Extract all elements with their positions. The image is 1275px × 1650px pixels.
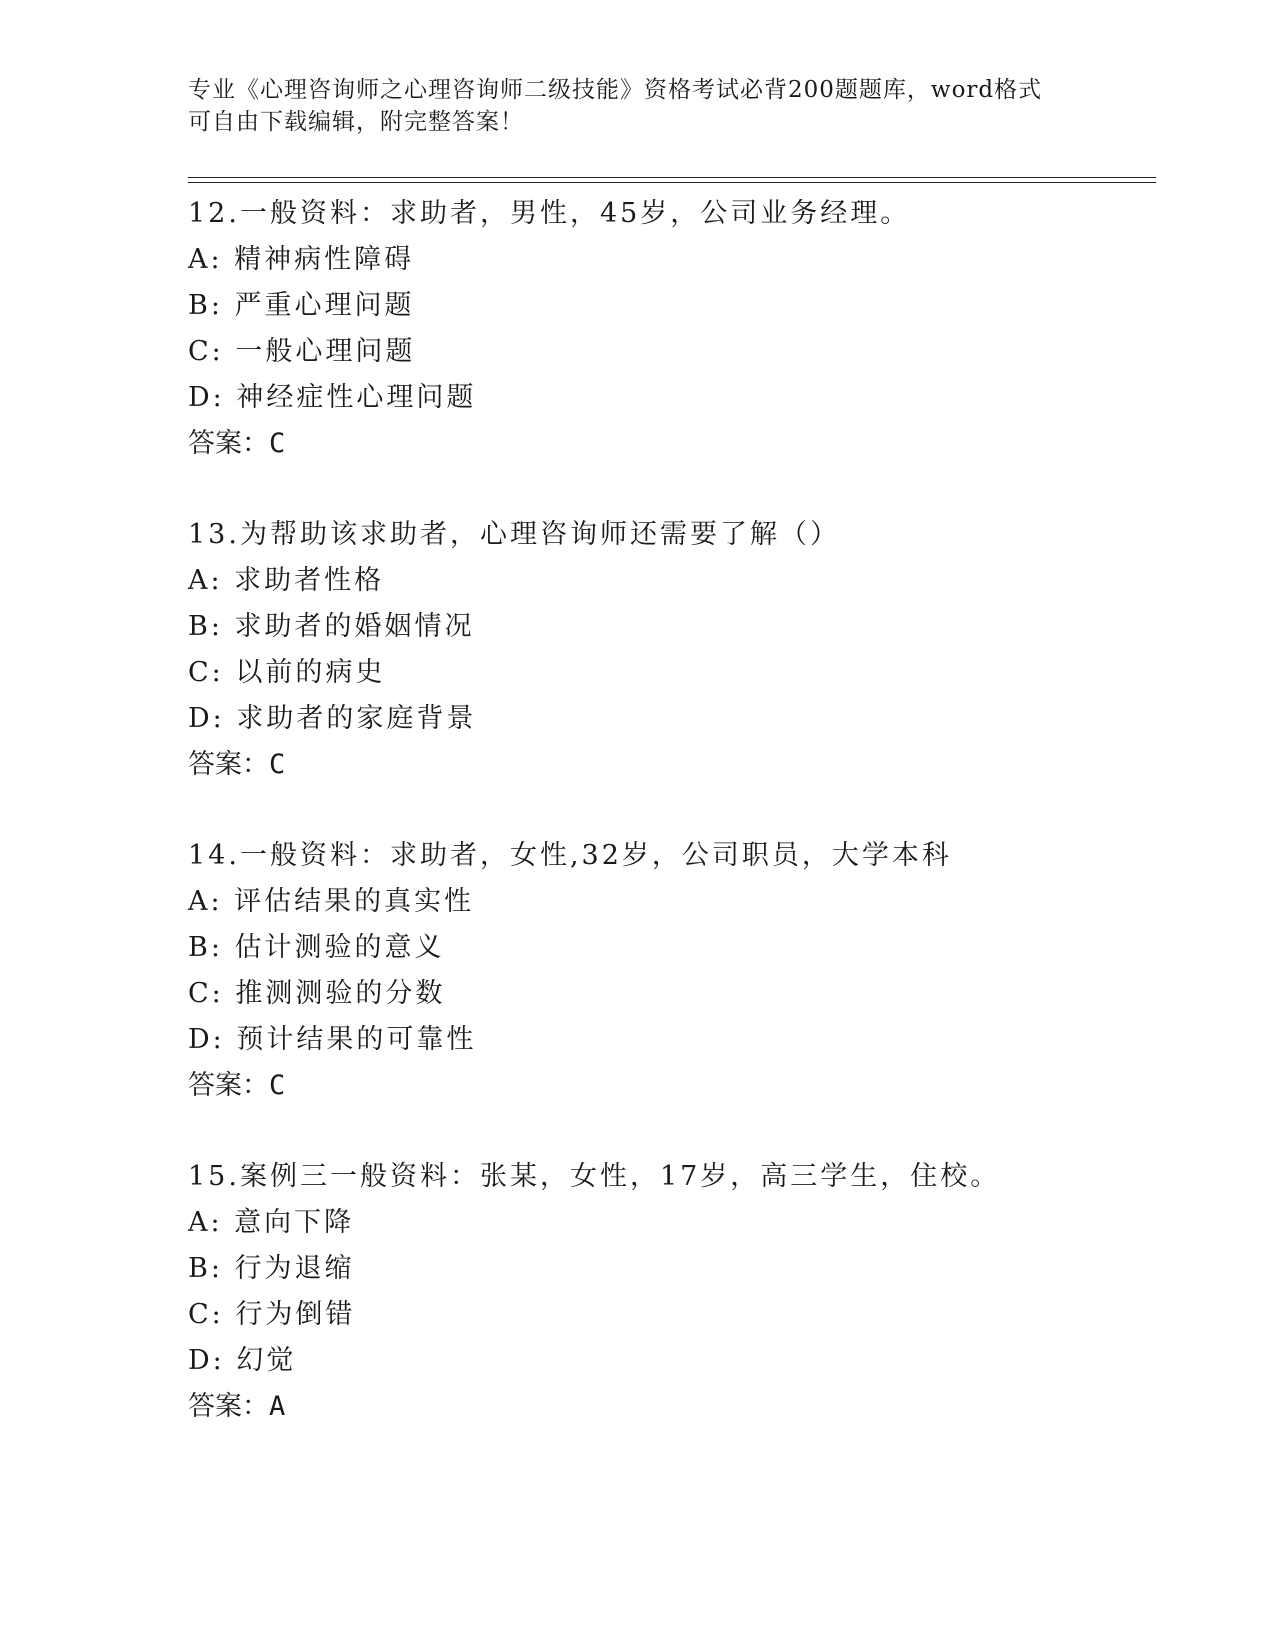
option-c: C: 以前的病史 (188, 657, 386, 688)
answer-value: A (269, 1391, 286, 1422)
question-stem: 14.一般资料：求助者，女性,32岁，公司职员，大学本科 (188, 840, 952, 871)
answer-value: C (269, 428, 286, 459)
option-b: B: 求助者的婚姻情况 (188, 611, 475, 642)
option-a: A: 求助者性格 (188, 565, 385, 596)
question-block (188, 512, 1156, 788)
question-list (188, 191, 1156, 1475)
question-stem: 15.案例三一般资料：张某，女性，17岁，高三学生，住校。 (188, 1161, 1001, 1192)
document-header (188, 74, 1088, 138)
option-d: D: 预计结果的可靠性 (188, 1024, 477, 1055)
question-block (188, 191, 1156, 467)
option-a: A: 意向下降 (188, 1207, 355, 1238)
answer-label: 答案： (188, 1391, 269, 1422)
answer-line (188, 1384, 1156, 1430)
answer-line (188, 1063, 1156, 1109)
question-block (188, 833, 1156, 1109)
header-divider-bottom (188, 182, 1156, 183)
header-divider-top (188, 177, 1156, 178)
answer-line (188, 742, 1156, 788)
question-stem: 13.为帮助该求助者，心理咨询师还需要了解（） (188, 519, 840, 550)
option-b: B: 估计测验的意义 (188, 932, 445, 963)
question-block (188, 1154, 1156, 1430)
answer-label: 答案： (188, 1070, 269, 1101)
option-c: C: 推测测验的分数 (188, 978, 446, 1009)
header-line-1: 专业《心理咨询师之心理咨询师二级技能》资格考试必背200题题库，word格式 (188, 77, 1043, 103)
option-d: D: 求助者的家庭背景 (188, 703, 477, 734)
option-d: D: 神经症性心理问题 (188, 382, 477, 413)
answer-value: C (269, 749, 286, 780)
option-d: D: 幻觉 (188, 1345, 297, 1376)
option-b: B: 严重心理问题 (188, 290, 415, 321)
answer-value: C (269, 1070, 286, 1101)
option-c: C: 行为倒错 (188, 1299, 356, 1330)
answer-label: 答案： (188, 428, 269, 459)
option-c: C: 一般心理问题 (188, 336, 416, 367)
option-b: B: 行为退缩 (188, 1253, 355, 1284)
header-line-2: 可自由下载编辑，附完整答案！ (188, 109, 524, 135)
answer-line (188, 421, 1156, 467)
question-stem: 12.一般资料：求助者，男性，45岁，公司业务经理。 (188, 198, 911, 229)
answer-label: 答案： (188, 749, 269, 780)
option-a: A: 精神病性障碍 (188, 244, 415, 275)
option-a: A: 评估结果的真实性 (188, 886, 475, 917)
